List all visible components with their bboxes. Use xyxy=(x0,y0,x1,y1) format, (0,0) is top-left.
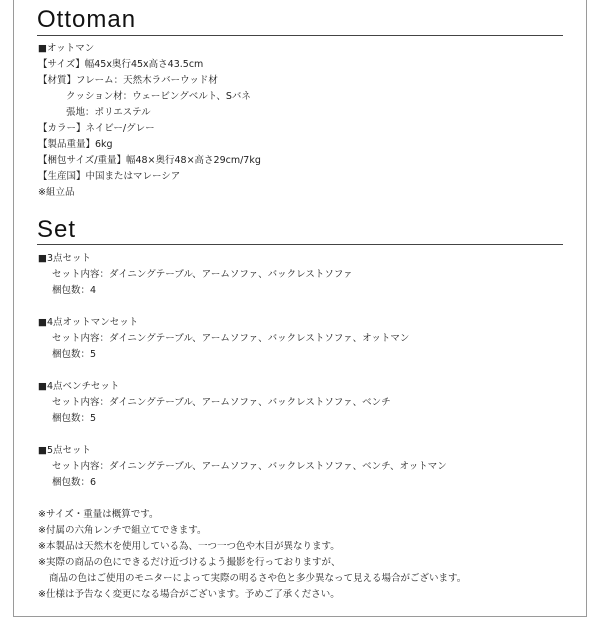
set-item-title: ■5点セット xyxy=(38,445,92,456)
set-item-packages: 梱包数：5 xyxy=(52,413,97,424)
note-line: ※サイズ・重量は概算です。 xyxy=(38,509,159,520)
note-line: ※付属の六角レンチで組立てできます。 xyxy=(38,525,207,536)
ottoman-color: 【カラー】ネイビー/グレー xyxy=(38,123,155,134)
ottoman-package: 【梱包サイズ/重量】幅48×奥行48×高さ29cm/7kg xyxy=(38,155,261,166)
ottoman-material: 【材質】フレーム：天然木ラバーウッド材 xyxy=(38,75,218,86)
ottoman-upholstery: 張地：ポリエステル xyxy=(66,107,151,118)
note-line: 商品の色はご使用のモニターによって実際の明るさや色と多少異なって見える場合がございます。 xyxy=(49,573,467,584)
set-heading: Set xyxy=(37,216,77,243)
note-line: ※実際の商品の色にできるだけ近づけるよう撮影を行っておりますが、 xyxy=(38,557,341,568)
ottoman-title: ■オットマン xyxy=(38,43,95,54)
note-line: ※仕様は予告なく変更になる場合がございます。予めご了承ください。 xyxy=(38,589,340,600)
ottoman-size: 【サイズ】幅45x奥行45x高さ43.5cm xyxy=(38,59,204,70)
set-item-contents: セット内容：ダイニングテーブル、アームソファ、バックレストソファ、ベンチ、オットマン xyxy=(52,461,447,472)
set-item-contents: セット内容：ダイニングテーブル、アームソファ、バックレストソファ、ベンチ xyxy=(52,397,391,408)
set-item-packages: 梱包数：5 xyxy=(52,349,97,360)
ottoman-heading: Ottoman xyxy=(37,6,137,33)
set-item-packages: 梱包数：6 xyxy=(52,477,97,488)
set-item-contents: セット内容：ダイニングテーブル、アームソファ、バックレストソファ、オットマン xyxy=(52,333,410,344)
ottoman-origin: 【生産国】中国またはマレーシア xyxy=(38,171,181,182)
set-item-contents: セット内容：ダイニングテーブル、アームソファ、バックレストソファ xyxy=(52,269,353,280)
ottoman-weight: 【製品重量】6kg xyxy=(38,139,113,150)
ottoman-cushion: クッション材：ウェービングベルト、Sバネ xyxy=(66,91,251,102)
set-item-title: ■4点オットマンセット xyxy=(38,317,139,328)
ottoman-assembly: ※組立品 xyxy=(38,187,75,198)
set-item-packages: 梱包数：4 xyxy=(52,285,97,296)
ottoman-divider xyxy=(37,35,563,36)
note-line: ※本製品は天然木を使用している為、一つ一つ色や木目が異なります。 xyxy=(38,541,340,552)
set-item-title: ■3点セット xyxy=(38,253,92,264)
set-divider xyxy=(37,244,563,245)
set-item-title: ■4点ベンチセット xyxy=(38,381,120,392)
